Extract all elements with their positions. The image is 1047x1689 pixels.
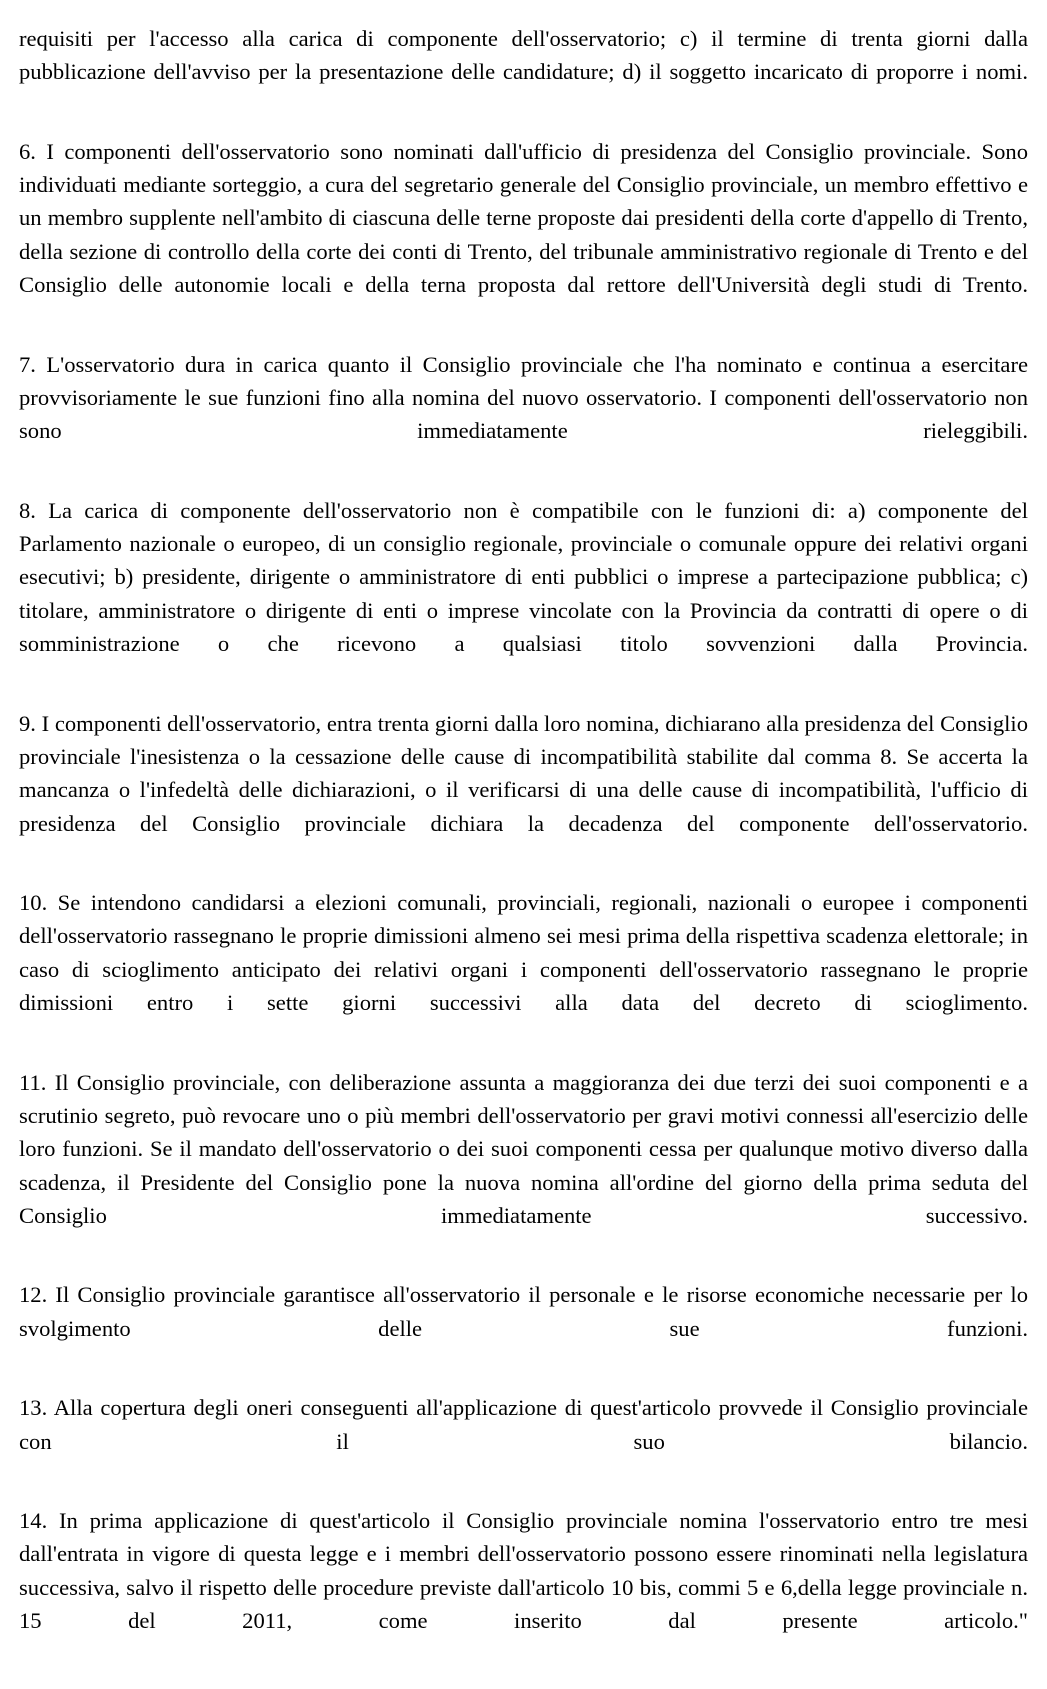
paragraph-12: 12. Il Consiglio provinciale garantisce all'osservatorio il personale e le risorse economiche necessarie per lo svolgimento delle sue funzioni. [19, 1282, 1028, 1341]
paragraph-10: 10. Se intendono candidarsi a elezioni comunali, provinciali, regionali, nazionali o europee i componenti dell'osservatorio rassegnano le proprie dimissioni almeno sei mesi prima della rispettiva scadenza elettorale; in caso di scioglimento anticipato dei relativi organi i componenti dell'osservatorio rassegnano le proprie dimissioni entro i sette giorni successivi alla data del decreto di scioglimento. [19, 890, 1028, 1016]
paragraph-6: 6. I componenti dell'osservatorio sono nominati dall'ufficio di presidenza del Consiglio provinciale. Sono individuati mediante sorteggio, a cura del segretario generale del Consiglio provinciale, un membro effettivo e un membro supplente nell'ambito di ciascuna delle terne proposte dai presidenti della corte d'appello di Trento, della sezione di controllo della corte dei conti di Trento, del tribunale amministrativo regionale di Trento e del Consiglio delle autonomie locali e della terna proposta dal rettore dell'Università degli studi di Trento. [19, 138, 1028, 298]
paragraph-14: 14. In prima applicazione di quest'articolo il Consiglio provinciale nomina l'osservatorio entro tre mesi dall'entrata in vigore di questa legge e i membri dell'osservatorio possono essere rinominati nella legislatura successiva, salvo il rispetto delle procedure previste dall'articolo 10 bis, commi 5 e 6,della legge provinciale n. 15 del 2011, come inserito dal presente articolo." [19, 1508, 1028, 1634]
paragraph-11: 11. Il Consiglio provinciale, con deliberazione assunta a maggioranza dei due terzi dei suoi componenti e a scrutinio segreto, può revocare uno o più membri dell'osservatorio per gravi motivi connessi all'esercizio delle loro funzioni. Se il mandato dell'osservatorio o dei suoi componenti cessa per qualunque motivo diverso dalla scadenza, il Presidente del Consiglio pone la nuova nomina all'ordine del giorno della prima seduta del Consiglio immediatamente successivo. [19, 1069, 1028, 1228]
paragraph-13: 13. Alla copertura degli oneri conseguenti all'applicazione di quest'articolo provvede il Consiglio provinciale con il suo bilancio. [19, 1395, 1028, 1454]
document-body [19, 22, 1028, 1671]
paragraph-8: 8. La carica di componente dell'osservatorio non è compatibile con le funzioni di: a) componente del Parlamento nazionale o europeo, di un consiglio regionale, provinciale o comunale oppure dei relativi organi esecutivi; b) presidente, dirigente o amministratore di enti pubblici o imprese a partecipazione pubblica; c) titolare, amministratore o dirigente di enti o imprese vincolate con la Provincia da contratti di opere o di somministrazione o che ricevono a qualsiasi titolo sovvenzioni dalla Provincia. [19, 497, 1028, 657]
paragraph-continuation: requisiti per l'accesso alla carica di componente dell'osservatorio; c) il termine di trenta giorni dalla pubblicazione dell'avviso per la presentazione delle candidature; d) il soggetto incaricato di proporre i nomi. [19, 26, 1028, 85]
paragraph-7: 7. L'osservatorio dura in carica quanto il Consiglio provinciale che l'ha nominato e continua a esercitare provvisoriamente le sue funzioni fino alla nomina del nuovo osservatorio. I componenti dell'osservatorio non sono immediatamente rieleggibili. [19, 351, 1028, 444]
paragraph-9: 9. I componenti dell'osservatorio, entra trenta giorni dalla loro nomina, dichiarano alla presidenza del Consiglio provinciale l'inesistenza o la cessazione delle cause di incompatibilità stabilite dal comma 8. Se accerta la mancanza o l'infedeltà delle dichiarazioni, o il verificarsi di una delle cause di incompatibilità, l'ufficio di presidenza del Consiglio provinciale dichiara la decadenza del componente dell'osservatorio. [19, 710, 1028, 836]
